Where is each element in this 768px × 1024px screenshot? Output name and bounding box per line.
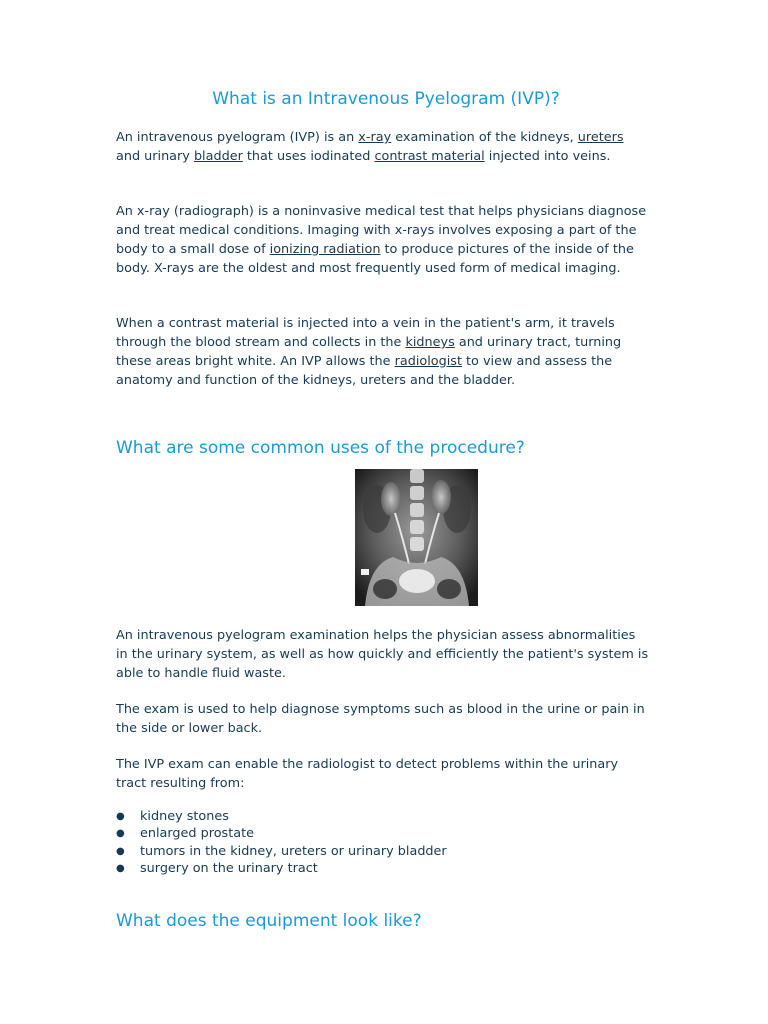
link-radiologist[interactable]: radiologist [394,354,462,369]
section-heading-equipment: What does the equipment look like? [116,911,422,931]
link-x-ray[interactable]: x-ray [358,130,392,145]
bullet-icon: ● [116,845,125,857]
list-item: ● enlarged prostate [116,826,254,842]
link-kidneys[interactable]: kidneys [405,335,455,350]
list-item: ● tumors in the kidney, ureters or urinary bladder [116,843,447,859]
section-heading-common-uses: What are some common uses of the procedure? [116,438,525,458]
link-ionizing-radiation[interactable]: ionizing radiation [269,242,381,257]
link-ureters[interactable]: ureters [577,130,624,145]
paragraph-ivp-definition: An intravenous pyelogram (IVP) is an x-ray examination of the kidneys, ureters and urinary bladder that uses iodinated contrast material injected into veins. [116,130,624,164]
page-title: What is an Intravenous Pyelogram (IVP)? [212,89,560,109]
bullet-icon: ● [116,862,125,874]
bullet-icon: ● [116,811,125,822]
paragraph-detect-problems: The IVP exam can enable the radiologist to detect problems within the urinary tract resulting from: [116,757,619,791]
xray-illustration [355,469,478,606]
list-item: ● surgery on the urinary tract [116,860,318,876]
paragraph-exam-purpose: An intravenous pyelogram examination helps the physician assess abnormalities in the urinary system, as well as how quickly and efficiently the patient's system is able to handle fluid waste. [116,628,649,681]
bullet-icon: ● [116,828,125,840]
xray-image [355,469,478,606]
paragraph-contrast-material: When a contrast material is injected into a vein in the patient's arm, it travels through the blood stream and collects in the kidneys and urinary tract, turning these areas bright white. An IVP allows the radiologist to view and assess the anatomy and function of the kidneys, ureters and the bladder. [116,316,622,388]
paragraph-xray-definition: An x-ray (radiograph) is a noninvasive medical test that helps physicians diagnose and treat medical conditions. Imaging with x-rays involves exposing a part of the body to a small dose of ionizing radiation to produce pictures of the inside of the body. X-rays are the oldest and most frequently used form of medical imaging. [116,204,647,276]
list-item: ● kidney stones [116,809,229,824]
paragraph-diagnose-symptoms: The exam is used to help diagnose symptoms such as blood in the urine or pain in the side or lower back. [116,702,645,736]
link-contrast-material[interactable]: contrast material [374,149,485,164]
link-bladder[interactable]: bladder [193,149,243,164]
conditions-list [116,808,651,877]
